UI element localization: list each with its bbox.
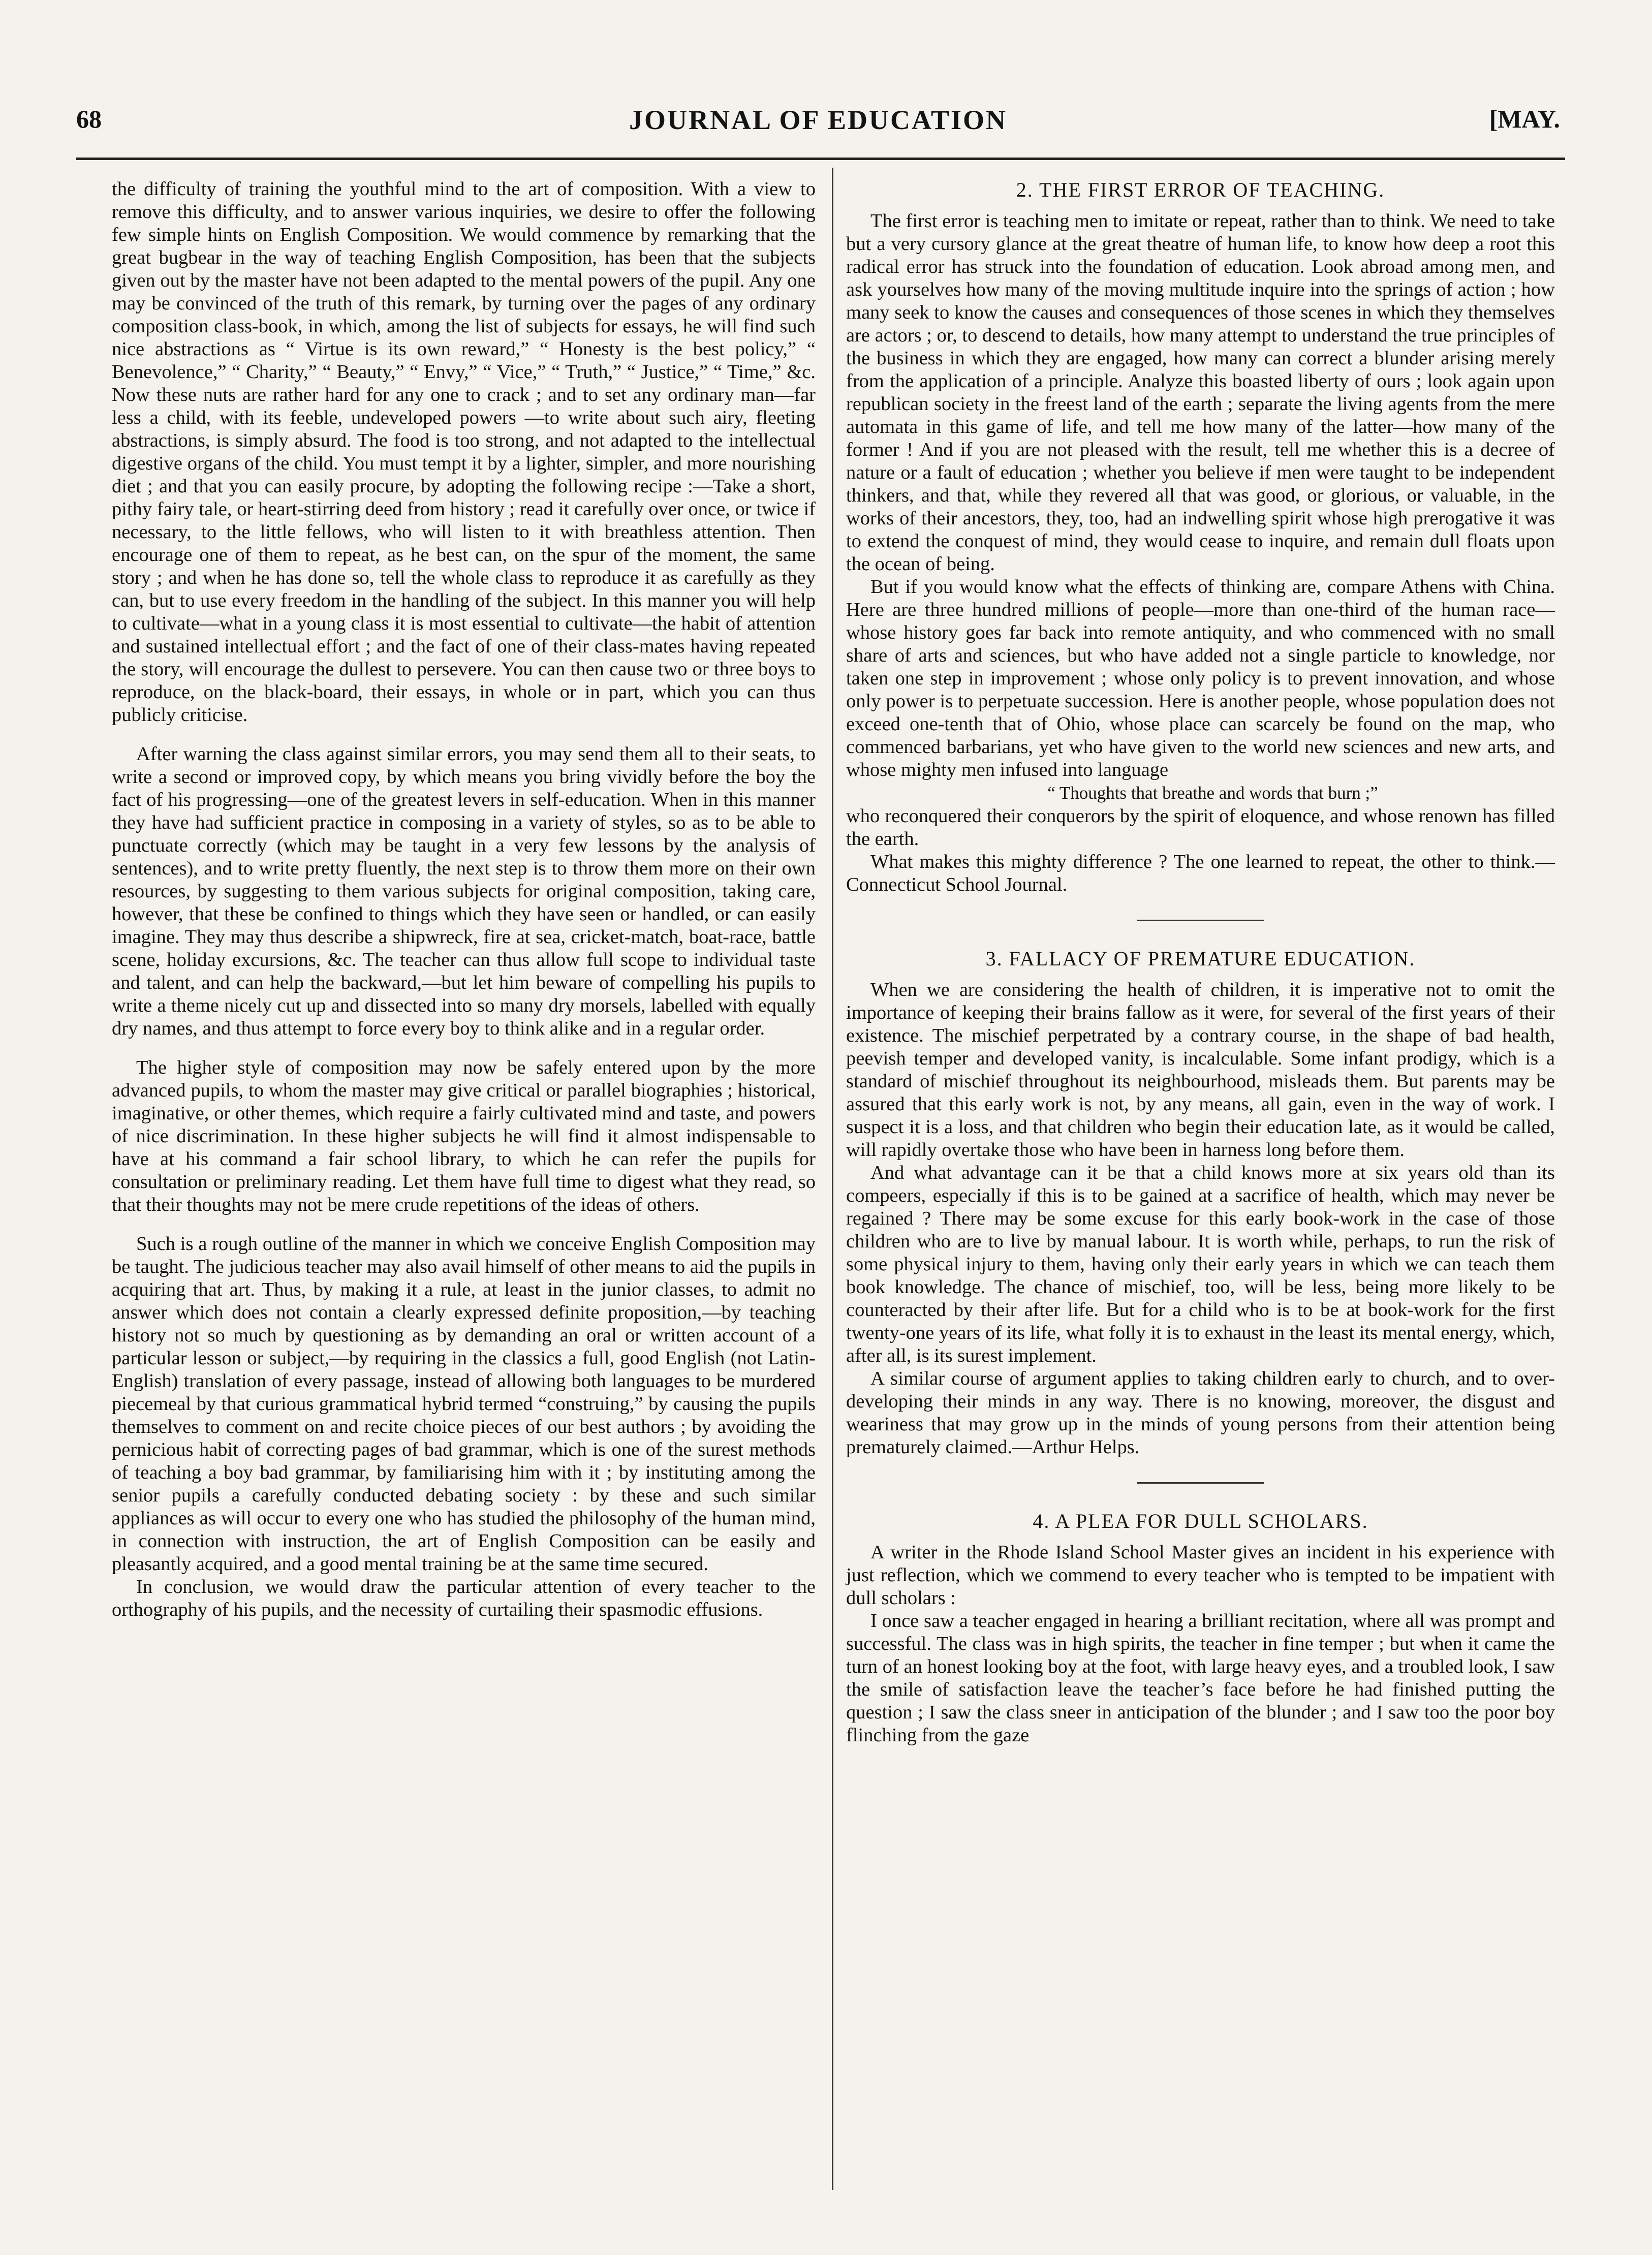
section-divider bbox=[1137, 920, 1264, 921]
verse-quote: “ Thoughts that breathe and words that burn ;” bbox=[1047, 783, 1378, 803]
right-column bbox=[846, 178, 1555, 1747]
column-divider bbox=[832, 168, 833, 2190]
page-number: 68 bbox=[76, 105, 102, 133]
paragraph: When we are considering the health of children, it is imperative not to omit the importance of keeping their brains fallow as it were, for several of the first years of their existence. The mischief perpetrated by a contrary course, in the shape of bad health, peevish temper and developed vanity, is incalculable. Some infant prodigy, which is a standard of mischief throughout its neighbourhood, misleads them. But parents may be assured that this early work is not, by any means, all gain, even in the way of work. I suspect it is a loss, and that children who begin their education late, as it would be called, will rapidly overtake those who have been in harness long before them. bbox=[846, 979, 1555, 1161]
journal-title: JOURNAL OF EDUCATION bbox=[629, 105, 1008, 135]
paragraph: The higher style of composition may now be safely entered upon by the more advanced pupils, to whom the master may give critical or parallel biographies ; historical, imaginative, or other themes, which require a fairly cultivated mind and taste, and powers of nice discrimination. In these higher subjects he will find it almost indispensable to have at his command a fair school library, to which he can refer the pupils for consultation or preliminary reading. Let them have full time to digest what they read, so that their thoughts may not be mere crude repetitions of the ideas of others. bbox=[112, 1057, 816, 1215]
running-header bbox=[76, 104, 1560, 145]
issue-month: [MAY. bbox=[1489, 105, 1560, 133]
paragraph: the difficulty of training the youthful mind to the art of composition. With a view to remove this difficulty, and to answer various inquiries, we desire to offer the following few simple hints on English Composition. We would commence by remarking that the great bugbear in the way of teaching English Composition, has been that the subjects given out by the master have not been adapted to the mental powers of the pupil. Any one may be convinced of the truth of this remark, by turning over the pages of any ordinary composition class-book, in which, among the list of subjects for essays, he will find such nice abstractions as “ Virtue is its own reward,” “ Honesty is the best policy,” “ Benevolence,” “ Charity,” “ Beauty,” “ Envy,” “ Vice,” “ Truth,” “ Justice,” “ Time,” &c. Now these nuts are rather hard for any one to crack ; and to set any ordinary man—far less a child, with its feeble, undeveloped powers —to write about such airy, fleeting abstractions, is simply absurd. The food is too strong, and not adapted to the intellectual digestive organs of the child. You must tempt it by a lighter, simpler, and more nourishing diet ; and that you can easily procure, by adopting the following recipe :—Take a short, pithy fairy tale, or heart-stirring deed from history ; read it carefully over once, or twice if necessary, to the little fellows, who will listen to it with breathless attention. Then encourage one of them to repeat, as he best can, on the spur of the moment, the same story ; and when he has done so, tell the whole class to reproduce it as carefully as they can, but to use every freedom in the handling of the subject. In this manner you will help to cultivate—what in a young class it is most essential to cultivate—the habit of attention and sustained intellectual effort ; and the fact of one of their class-mates having repeated the story, will encourage the dullest to persevere. You can then cause two or three boys to reproduce, on the black-board, their essays, in whole or in part, which you can thus publicly criticise. bbox=[112, 178, 816, 726]
paragraph: who reconquered their conquerors by the spirit of eloquence, and whose renown has filled the earth. bbox=[846, 805, 1555, 850]
paragraph: In conclusion, we would draw the particular attention of every teacher to the orthography of his pupils, and the necessity of curtailing their spasmodic effusions. bbox=[112, 1576, 816, 1620]
paragraph: After warning the class against similar errors, you may send them all to their seats, to write a second or improved copy, by which means you bring vividly before the boy the fact of his progressing—one of the greatest levers in self-education. When in this manner they have had sufficient practice in composing in a variety of styles, so as to be able to punctuate correctly (which may be taught in a very few lessons by the analysis of sentences), and to write pretty fluently, the next step is to throw them more on their own resources, by suggesting to them various subjects for original composition, taking care, however, that these be confined to things which they have seen or handled, or can easily imagine. They may thus describe a shipwreck, fire at sea, cricket-match, boat-race, battle scene, holiday excursions, &c. The teacher can thus allow full scope to individual taste and talent, and can help the backward,—but let him beware of compelling his pupils to write a theme nicely cut up and dissected into so many dry morsels, labelled with equally dry names, and thus attempt to force every boy to think alike and in a regular order. bbox=[112, 743, 816, 1039]
paragraph: And what advantage can it be that a child knows more at six years old than its compeers, especially if this is to be gained at a sacrifice of health, which may never be regained ? There may be some excuse for this early book-work in the case of those children who are to live by manual labour. It is worth while, perhaps, to run the risk of some physical injury to them, having only their early years in which we can teach them book knowledge. The chance of mischief, too, will be less, being more likely to be counteracted by their after life. But for a child who is to be at book-work for the first twenty-one years of its life, what folly it is to exhaust in the least its mental energy, which, after all, is its surest implement. bbox=[846, 1162, 1555, 1366]
paragraph: What makes this mighty difference ? The one learned to repeat, the other to think.—Connecticut School Journal. bbox=[846, 851, 1555, 895]
left-column bbox=[112, 178, 816, 1621]
section-heading: 2. THE FIRST ERROR OF TEACHING. bbox=[1016, 178, 1385, 201]
paragraph: But if you would know what the effects of thinking are, compare Athens with China. Here are three hundred millions of people—more than one-third of the human race—whose history goes far back into remote antiquity, and who commenced with no small share of arts and sciences, but who have added not a single particle to knowledge, nor taken one step in improvement ; whose only policy is to prevent innovation, and whose only power is to perpetuate succession. Here is another people, whose population does not exceed one-tenth that of Ohio, whose place can scarcely be found on the map, who commenced barbarians, yet who have given to the world new sciences and new arts, and whose mighty men infused into language bbox=[846, 576, 1555, 780]
header-rule bbox=[76, 158, 1565, 160]
section-divider bbox=[1137, 1482, 1264, 1484]
section-heading: 3. FALLACY OF PREMATURE EDUCATION. bbox=[985, 947, 1416, 970]
section-heading: 4. A PLEA FOR DULL SCHOLARS. bbox=[1033, 1510, 1368, 1532]
paragraph: A writer in the Rhode Island School Master gives an incident in his experience with just reflection, which we commend to every teacher who is tempted to be impatient with dull scholars : bbox=[846, 1542, 1555, 1609]
paragraph: The first error is teaching men to imitate or repeat, rather than to think. We need to take but a very cursory glance at the great theatre of human life, to know how deep a root this radical error has struck into the foundation of education. Look abroad among men, and ask yourselves how many of the moving multitude inquire into the springs of action ; how many seek to know the causes and consequences of those scenes in which they themselves are actors ; or, to descend to details, how many attempt to understand the true principles of the business in which they are engaged, how many can correct a blunder arising merely from the application of a principle. Analyze this boasted liberty of ours ; look again upon republican society in the freest land of the earth ; separate the living agents from the mere automata in this game of life, and tell me how many of the latter—how many of the former ! And if you are not pleased with the result, tell me whether this is a decree of nature or a fault of education ; whether you believe if men were taught to be independent thinkers, and that, while they revered all that was good, or glorious, or valuable, in the works of their ancestors, they, too, had an indwelling spirit whose high prerogative it was to extend the conquest of mind, they would cease to inquire, and remain dull floats upon the ocean of being. bbox=[846, 210, 1555, 575]
paragraph: A similar course of argument applies to taking children early to church, and to over-developing their minds in any way. There is no knowing, moreover, the disgust and weariness that may grow up in the minds of young persons from their attention being prematurely claimed.—Arthur Helps. bbox=[846, 1368, 1555, 1458]
paragraph: Such is a rough outline of the manner in which we conceive English Composition may be taught. The judicious teacher may also avail himself of other means to aid the pupils in acquiring that art. Thus, by making it a rule, at least in the junior classes, to admit no answer which does not contain a clearly expressed definite proposition,—by teaching history not so much by questioning as by demanding an oral or written account of a particular lesson or subject,—by requiring in the classics a full, good English (not Latin-English) translation of every passage, instead of allowing both languages to be murdered piecemeal by that curious grammatical hybrid termed “construing,” by causing the pupils themselves to comment on and recite choice pieces of our best authors ; by avoiding the pernicious habit of correcting pages of bad grammar, which is one of the surest methods of teaching a boy bad grammar, by familiarising him with it ; by instituting among the senior pupils a carefully conducted debating society : by these and such similar appliances as will occur to every one who has studied the philosophy of the human mind, in connection with instruction, the art of English Composition can be easily and pleasantly acquired, and a good mental training be at the same time secured. bbox=[112, 1233, 816, 1575]
paragraph: I once saw a teacher engaged in hearing a brilliant recitation, where all was prompt and successful. The class was in high spirits, the teacher in fine temper ; but when it came the turn of an honest looking boy at the foot, with large heavy eyes, and a troubled look, I saw the smile of satisfaction leave the teacher’s face before he had finished putting the question ; I saw the class sneer in anticipation of the blunder ; and I saw too the poor boy flinching from the gaze bbox=[846, 1610, 1555, 1746]
